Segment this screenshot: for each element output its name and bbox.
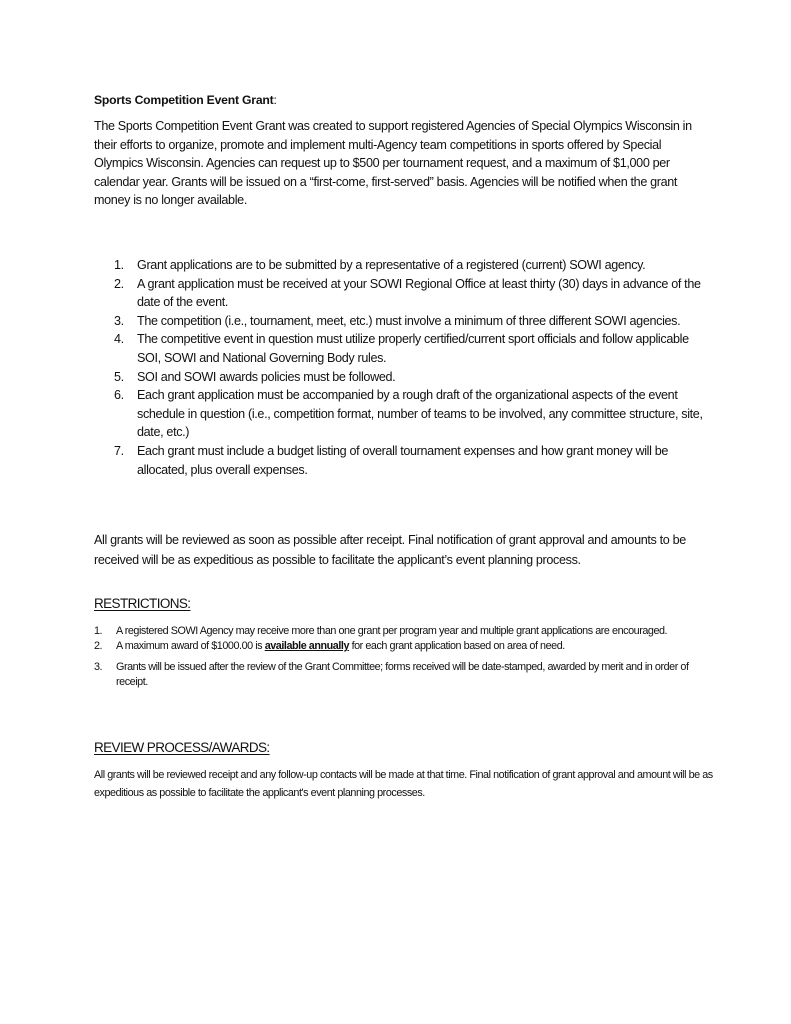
item-number: 3. (114, 313, 124, 328)
requirement-item (114, 312, 704, 331)
review-process-text: All grants will be reviewed receipt and any follow-up contacts will be made at that time. Final notification of grant approval and amount will be as expeditious as possible to facilitate the applicant's event planning processes. (94, 769, 713, 799)
requirement-item (114, 442, 704, 479)
restriction-item (94, 660, 718, 690)
item-text: The competition (i.e., tournament, meet, etc.) must involve a minimum of three different SOWI agencies. (137, 313, 681, 328)
item-number: 7. (114, 443, 124, 458)
restrictions-heading: RESTRICTIONS: (94, 596, 191, 611)
review-timing-paragraph: All grants will be reviewed as soon as possible after receipt. Final notification of grant approval and amounts to be received will be as expeditious as possible to facilitate the applicant’s event planning process. (94, 533, 686, 568)
item-text: SOI and SOWI awards policies must be followed. (137, 369, 396, 384)
emphasis-text: available annually (264, 640, 350, 652)
item-text: The competitive event in question must utilize properly certified/current sport officials and follow applicable SOI, SOWI and National Governing Body rules. (137, 332, 689, 365)
item-number: 1. (114, 258, 124, 272)
item-text: Each grant application must be accompanied by a rough draft of the organizational aspects of the event schedule in question (i.e., competition format, number of teams to be involved, any committee structure, site, date, etc.) (137, 388, 703, 440)
intro-paragraph: The Sports Competition Event Grant was created to support registered Agencies of Special Olympics Wisconsin in their efforts to organize, promote and implement multi-Agency team competitions in sports offered by Special Olympics Wisconsin. Agencies can request up to $500 per tournament request, and a maximum of $1,000 per calendar year. Grants will be issued on a “first-come, first-served” basis. Agencies will be notified when the grant money is no longer available. (94, 119, 692, 208)
restriction-item (94, 639, 718, 654)
item-number: 5. (114, 369, 124, 384)
item-number: 2. (114, 276, 124, 291)
restrictions-list (94, 624, 718, 690)
requirements-list (114, 256, 704, 479)
item-text: A registered SOWI Agency may receive more than one grant per program year and multiple grant applications are encouraged. (116, 625, 668, 637)
requirement-item (114, 386, 704, 442)
item-text-after: for each grant application based on area of need. (349, 640, 565, 652)
requirement-item (114, 330, 704, 367)
restriction-item (94, 624, 718, 639)
review-process-heading: REVIEW PROCESS/AWARDS: (94, 740, 270, 755)
requirement-item (114, 275, 704, 312)
item-number: 3. (94, 661, 103, 673)
item-number: 4. (114, 332, 124, 347)
item-text-before: A maximum award of $1000.00 is (116, 640, 265, 652)
title-colon: : (273, 93, 277, 107)
requirement-item (114, 256, 704, 275)
item-text: Each grant must include a budget listing of overall tournament expenses and how grant money will be allocated, plus overall expenses. (137, 443, 668, 477)
title-text: Sports Competition Event Grant (94, 93, 274, 107)
item-number: 6. (114, 388, 124, 403)
item-text: Grant applications are to be submitted by a representative of a registered (current) SOWI agency. (137, 258, 646, 272)
item-number: 2. (94, 640, 103, 652)
item-text: Grants will be issued after the review of the Grant Committee; forms received will be date-stamped, awarded by merit and in order of receipt. (116, 661, 689, 688)
item-text: A grant application must be received at your SOWI Regional Office at least thirty (30) days in advance of the date of the event. (137, 276, 701, 310)
requirement-item (114, 368, 704, 387)
document-title (94, 93, 277, 107)
item-number: 1. (94, 625, 103, 637)
